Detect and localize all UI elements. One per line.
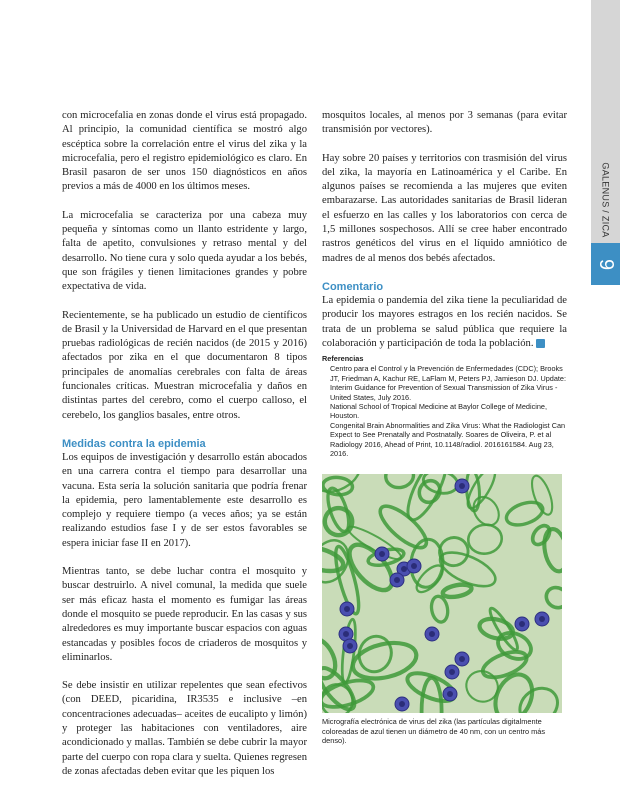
paragraph: con microcefalia en zonas donde el virus está propagado. Al principio, la comunidad científica se mostró algo escéptica sobre la correlación entre el virus del zika y la microcefalia, pero el registro epidemiológico es claro. En Brasil pasaron de ser unos 150 diagnósticos en años previos a más de 4000 en los últimos meses. [62,110,307,193]
paragraph: Hay sobre 20 países y territorios con trasmisión del virus del zika, la mayoría en Latinoamérica y el Caribe. En algunos países se recomienda a las mujeres que eviten embarazarse. Las autoridades sanitarias de Brasil lideran el esfuerzo en las calles y los laboratorios con cerca de 1,5 millones sospechosos. Allí se cree haber encontrado rastros genéticos del virus en el líquido amniótico de madres de al menos dos bebés afectados. [322,152,567,264]
references [322,354,567,458]
figure-caption: Micrografía electrónica de virus del zika (las partículas digitalmente coloreadas de azul tienen un diámetro de 40 nm, con un centro más denso). [322,717,546,746]
paragraph: Se debe insistir en utilizar repelentes que sean efectivos (con DEED, picaridina, IR3535 e inclusive –en concentraciones adecuadas– aceites de eucalipto y limón) y proteger las habitaciones con ventiladores, aire acondicionado y mallas. También se debe cubrir la mayor parte del cuerpo con ropa clara y suelta. Quienes regresen de zonas afectadas deben evitar que les piquen los [62,680,307,777]
references-heading: Referencias [322,354,364,363]
section-label-text: GALENUS / ZICA [600,162,611,238]
paragraph: Recientemente, se ha publicado un estudio de científicos de Brasil y la Universidad de Harvard en el que presentan pruebas radiológicas de recién nacidos (de 2015 y 2016) afectados por zika en el que documentaron 8 tipos principales de anomalías cerebrales con falta de áreas funcionales críticas. Muestran microcefalia y daños en distintas partes del cerebro, como el cuerpo calloso, el cerebelo, los ganglios basales, entre otros. [62,309,307,421]
paragraph: La epidemia o pandemia del zika tiene la peculiaridad de producir los mayores estragos en los recién nacidos. Se trata de un problema se salud pública que requiere la colaboración y participación de toda la población. [322,294,567,349]
section-label [591,160,620,240]
right-column [322,109,567,351]
section-heading: Comentario [322,280,384,293]
page-number: 9 [595,258,617,270]
paragraph: La microcefalia se caracteriza por una cabeza muy pequeña y síntomas como un llanto estridente y largo, falta de apetito, convulsiones y retraso mental y del desarrollo. No tiene cura y solo queda ayudar a los bebés, que son frágiles y tienen limitaciones grandes y pobre expectativa de vida. [62,209,307,293]
end-of-article-icon [536,339,545,348]
micrograph-image [322,474,562,713]
paragraph: Los equipos de investigación y desarrollo están abocados en una carrera contra el tiempo para desarrollar una vacuna. Esta sería la solución sanitaria que podría frenar la epidemia, pero lamentablemente este desarrollo es complejo y requiere tiempo (a veces años; ya se están realizando estudios fase I y de ser estos favorables se espera iniciar fase II en 2017). [62,451,307,549]
reference-item: Congenital Brain Abnormalities and Zika Virus: What the Radiologist Can Expect to See Prenatally and Postnatally. Soares de Oliveira, P. et al Radiology 2016, Ahead of Print, 10.1148/radiol. 2016161584. Aug 23, 2016. [330,420,566,459]
paragraph: mosquitos locales, al menos por 3 semanas (para evitar transmisión por vectores). [322,110,567,136]
page-number-box [591,243,620,285]
section-heading: Medidas contra la epidemia [62,437,206,450]
left-column [62,109,307,779]
zika-micrograph [322,474,562,713]
paragraph: Mientras tanto, se debe luchar contra el mosquito y buscar destruirlo. A nivel comunal, la medida que suele ser más eficaz hasta el momento es fumigar las áreas donde el mosquito se puede reproducir. En las casas y sus alrededores es muy importante buscar espacios con aguas estancadas y posibles focos de criaderos de mosquitos y eliminarlos. [62,566,307,663]
reference-item: Centro para el Control y la Prevención de Enfermedades (CDC); Brooks JT, Friedman A, Kachur RE, LaFlam M, Peters PJ, Jamieson DJ. Update: Interim Guidance for Prevention of Sexual Transmission of Zika Virus - United States, July 2016. [330,364,567,402]
reference-item: National School of Tropical Medicine at Baylor College of Medicine, Houston. [330,402,547,421]
